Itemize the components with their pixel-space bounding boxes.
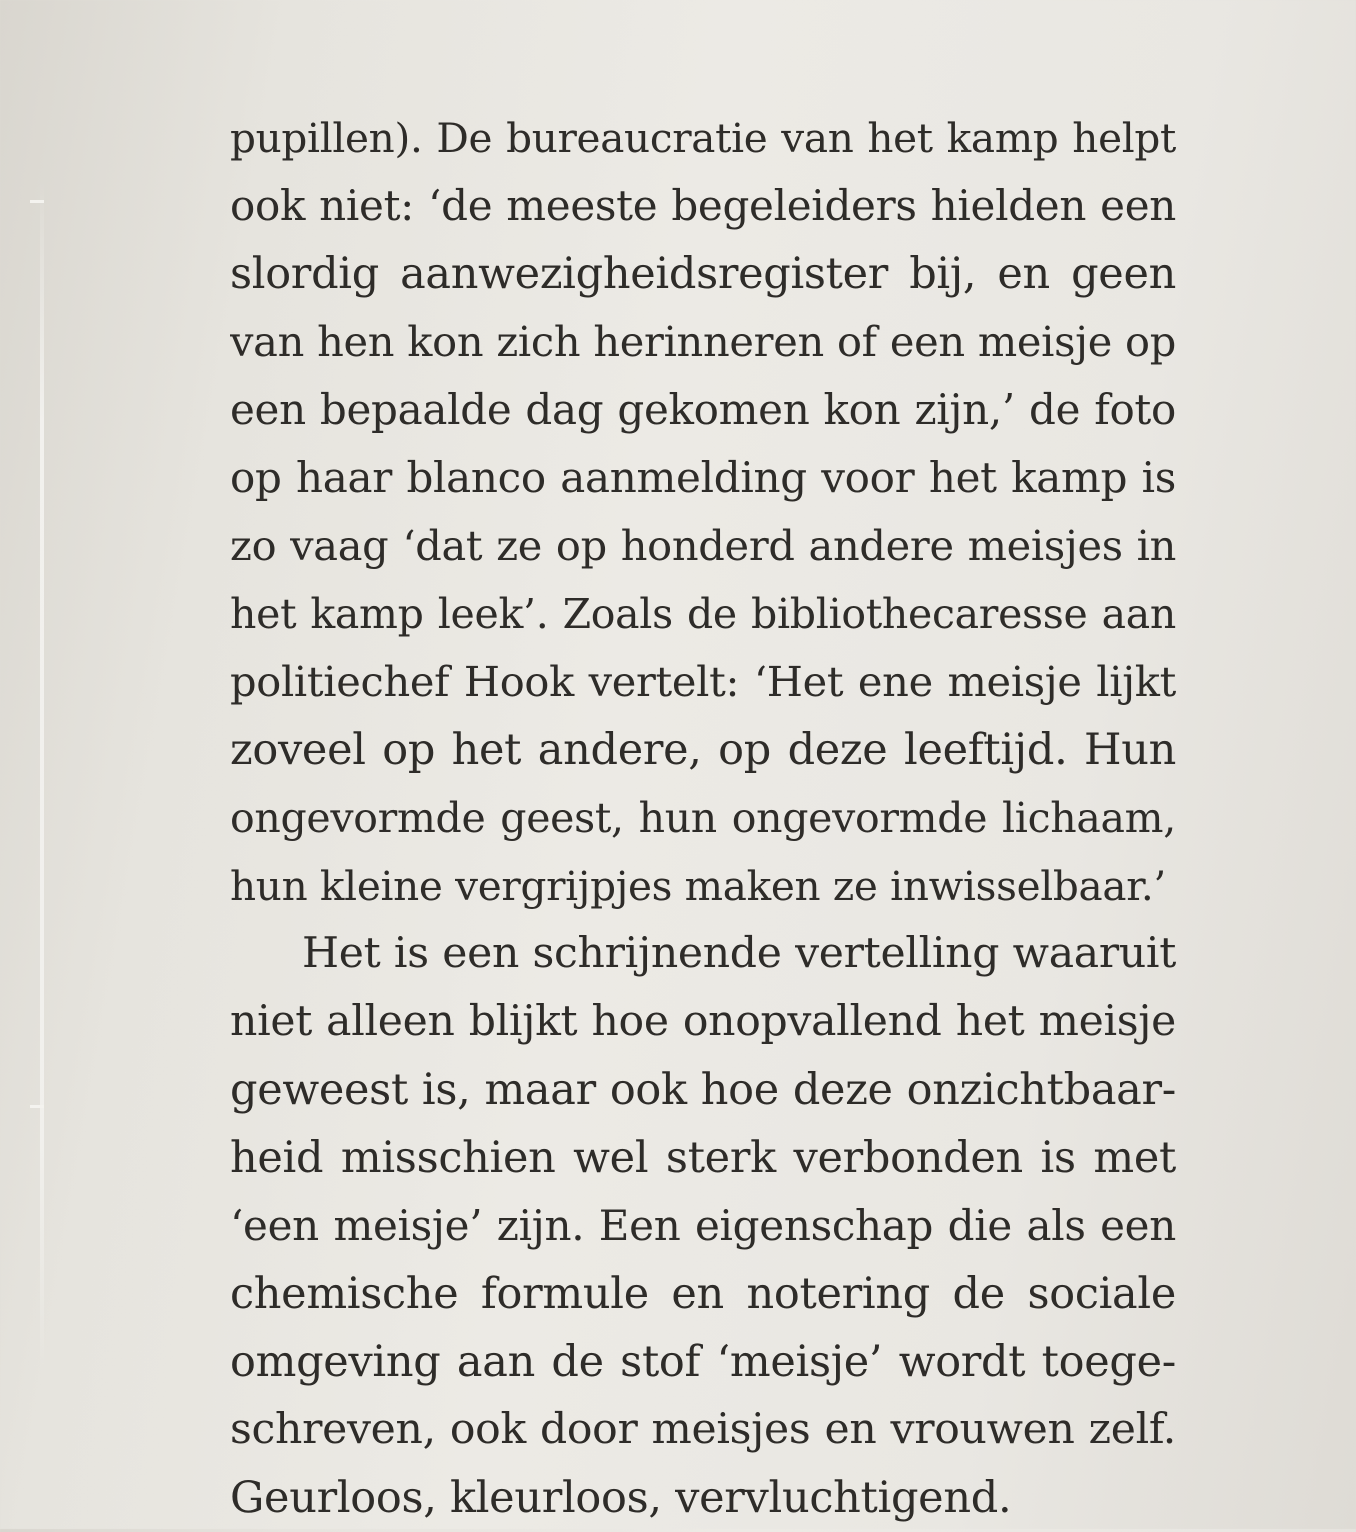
text-line: niet alleen blijkt hoe onopvallend het meisje [230, 997, 1176, 1046]
paragraph-1 [230, 104, 1176, 920]
text-line: slordig aanwezigheidsregister bij, en geen [230, 249, 1176, 299]
text-line: schreven, ook door meisjes en vrouwen zelf. [230, 1405, 1176, 1454]
book-page-text [230, 104, 1176, 1532]
text-line: een bepaalde dag gekomen kon zijn,’ de foto [230, 385, 1176, 434]
text-line: pupillen). De bureaucratie van het kamp helpt [230, 114, 1176, 162]
text-line: het kamp leek’. Zoals de bibliothecaresse aan [230, 590, 1176, 638]
text-line: hun kleine vergrijpjes maken ze inwisselbaar.’ [230, 862, 1166, 910]
text-line: Het is een schrijnende vertelling waaruit [302, 929, 1176, 978]
text-line: van hen kon zich herinneren of een meisje op [230, 317, 1176, 366]
text-line: chemische formule en notering de sociale [230, 1269, 1176, 1319]
text-line: omgeving aan de stof ‘meisje’ wordt toege- [230, 1337, 1176, 1387]
text-line: Geurloos, kleurloos, vervluchtigend. [230, 1473, 1012, 1523]
text-line: geweest is, maar ook hoe deze onzichtbaar- [230, 1065, 1176, 1115]
text-line: ongevormde geest, hun ongevormde lichaam, [230, 794, 1176, 842]
paragraph-2 [230, 920, 1176, 1532]
text-line: zoveel op het andere, op deze leeftijd. Hun [230, 725, 1176, 775]
text-line: zo vaag ‘dat ze op honderd andere meisjes in [230, 521, 1176, 570]
text-line: heid misschien wel sterk verbonden is met [230, 1133, 1176, 1183]
text-line: op haar blanco aanmelding voor het kamp is [230, 453, 1176, 502]
page-notch [30, 200, 44, 203]
text-line: ‘een meisje’ zijn. Een eigenschap die als een [230, 1201, 1176, 1250]
text-line: politiechef Hook vertelt: ‘Het ene meisje lijkt [230, 657, 1176, 706]
page-binding-edge [40, 180, 44, 1380]
page-notch [30, 1105, 44, 1108]
text-line: ook niet: ‘de meeste begeleiders hielden een [230, 181, 1176, 230]
